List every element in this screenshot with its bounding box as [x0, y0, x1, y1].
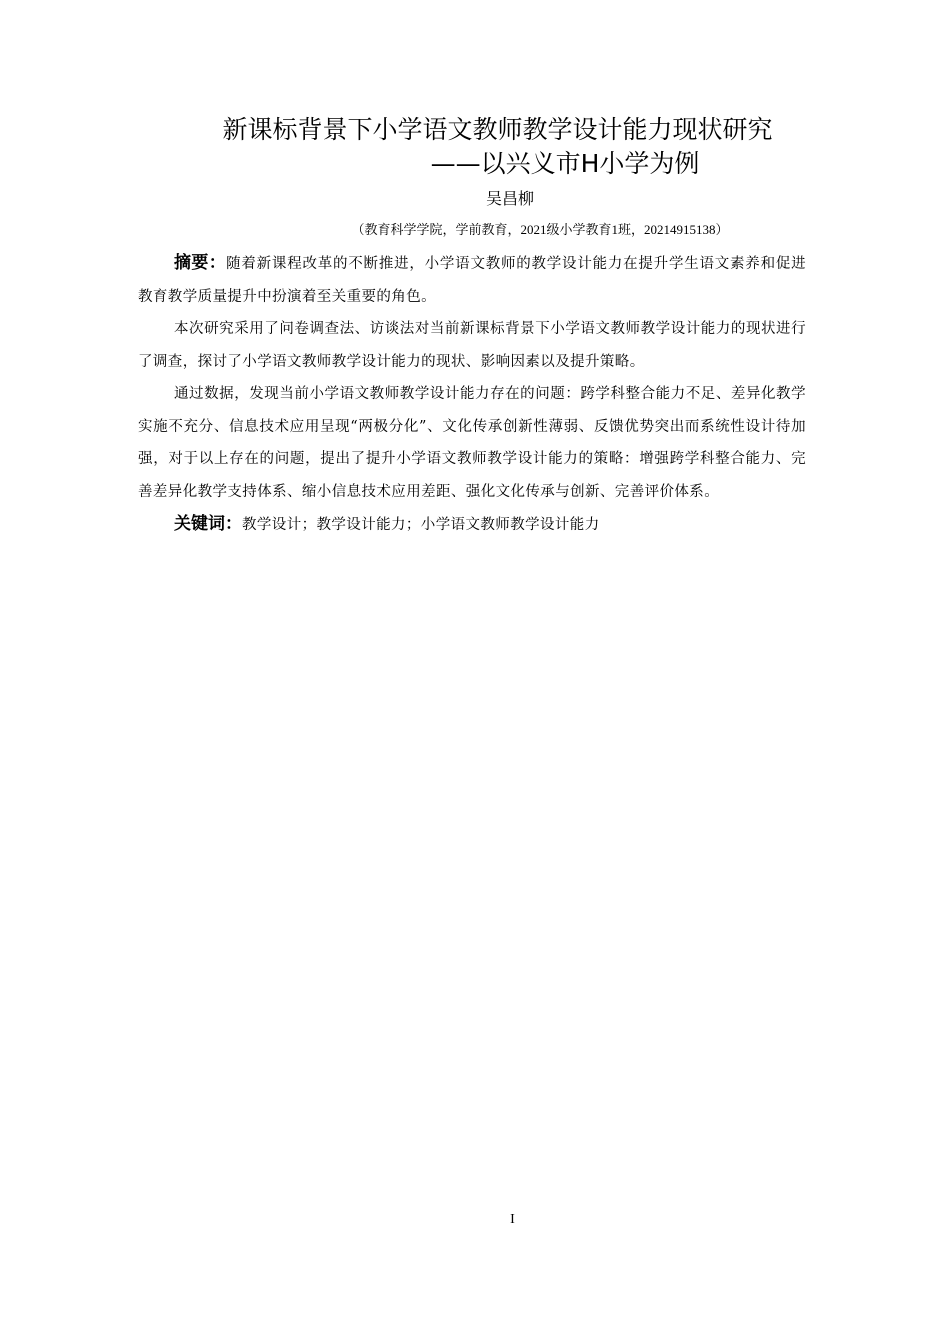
page-number: I: [510, 1212, 515, 1227]
keywords-line: [138, 508, 806, 542]
author-name: 吴昌柳: [485, 189, 534, 208]
author-affiliation: （教育科学学院，学前教育，2021级小学教育1班，20214915138）: [351, 222, 729, 237]
abstract-paragraph-2: 本次研究采用了问卷调查法、访谈法对当前新课标背景下小学语文教师教学设计能力的现状进行了调查，探讨了小学语文教师教学设计能力的现状、影响因素以及提升策略。: [138, 321, 806, 370]
abstract-section: [138, 247, 806, 542]
keywords-text: 教学设计；教学设计能力；小学语文教师教学设计能力: [242, 517, 600, 533]
paper-subtitle: ——以兴义市H小学为例: [430, 149, 700, 178]
abstract-paragraph-3: 通过数据，发现当前小学语文教师教学设计能力存在的问题：跨学科整合能力不足、差异化教学实施不充分、信息技术应用呈现“两极分化”、文化传承创新性薄弱、反馈优势突出而系统性设计待加强，对于以上存在的问题，提出了提升小学语文教师教学设计能力的策略：增强跨学科整合能力、完善差异化教学支持体系、缩小信息技术应用差距、强化文化传承与创新、完善评价体系。: [138, 386, 806, 500]
paper-title: 新课标背景下小学语文教师教学设计能力现状研究: [222, 115, 773, 144]
abstract-text-1: 随着新课程改革的不断推进，小学语文教师的教学设计能力在提升学生语文素养和促进教育教学质量提升中扮演着至关重要的角色。: [138, 256, 807, 305]
keywords-label: 关键词：: [174, 514, 242, 534]
abstract-paragraph-1: [138, 247, 806, 313]
abstract-label: 摘要：: [174, 253, 227, 273]
